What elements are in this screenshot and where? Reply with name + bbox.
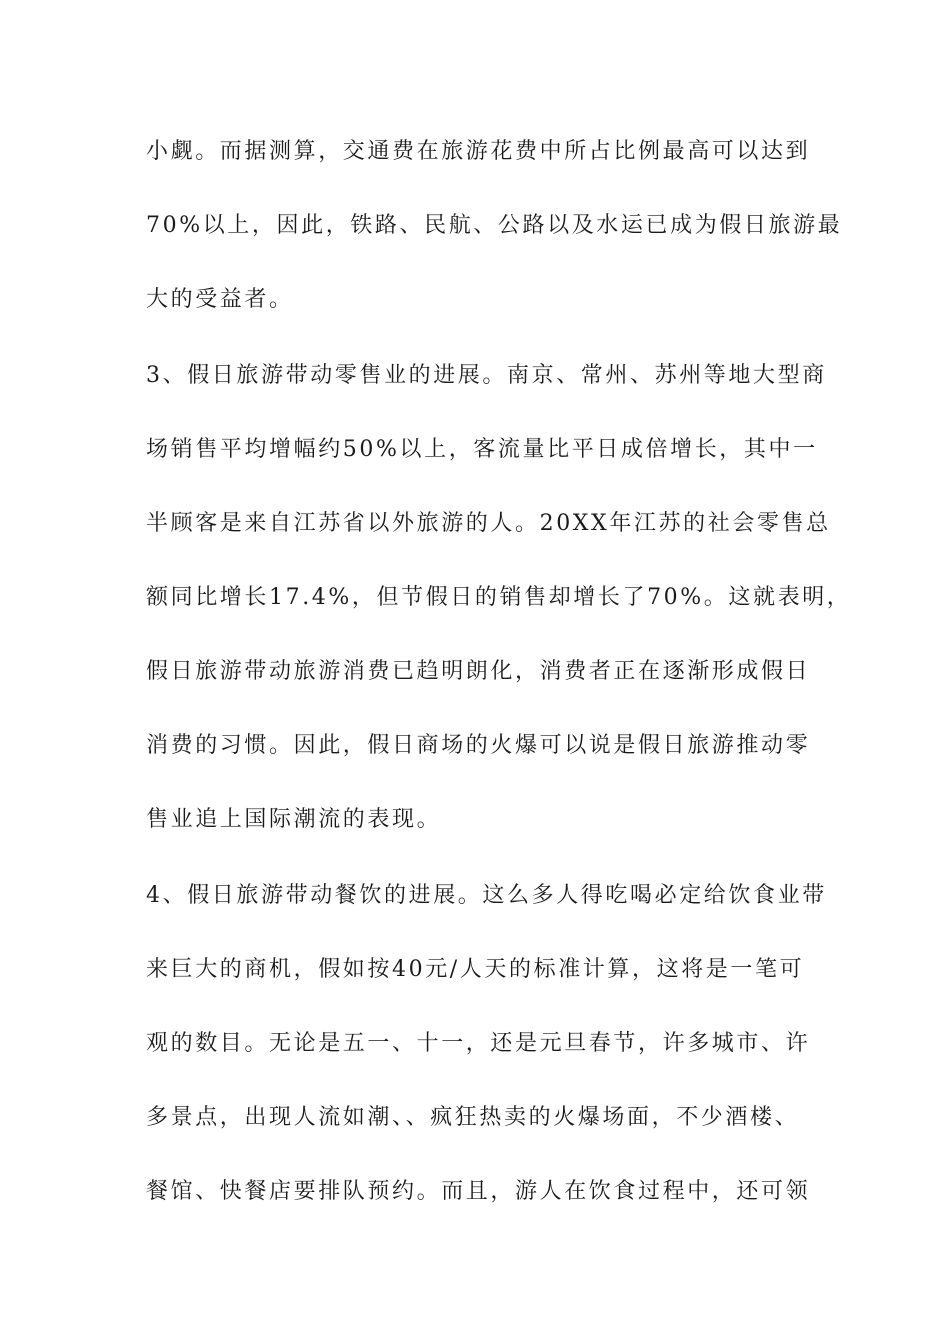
text-line: 半顾客是来自江苏省以外旅游的人。20XX年江苏的社会零售总: [146, 511, 831, 536]
text-line: 售业追上国际潮流的表现。: [146, 807, 442, 832]
text-line: 来巨大的商机，假如按40元/人天的标准计算，这将是一笔可: [146, 957, 805, 982]
text-line: 场销售平均增幅约50%以上，客流量比平日成倍增长，其中一: [146, 437, 818, 462]
text-line: 3、假日旅游带动零售业的进展。南京、常州、苏州等地大型商: [146, 363, 827, 388]
text-line: 额同比增长17.4%，但节假日的销售却增长了70%。这就表明，: [146, 585, 852, 610]
text-line: 假日旅游带动旅游消费已趋明朗化，消费者正在逐渐形成假日: [146, 659, 811, 684]
text-line: 小觑。而据测算，交通费在旅游花费中所占比例最高可以达到: [146, 139, 811, 164]
text-line: 大的受益者。: [146, 287, 294, 312]
text-line: 4、假日旅游带动餐饮的进展。这么多人得吃喝必定给饮食业带: [146, 883, 827, 908]
text-line: 观的数目。无论是五一、十一，还是元旦春节，许多城市、许: [146, 1031, 811, 1056]
text-line: 多景点，出现人流如潮、、疯狂热卖的火爆场面，不少酒楼、: [146, 1105, 800, 1130]
text-line: 餐馆、快餐店要排队预约。而且，游人在饮食过程中，还可领: [146, 1179, 811, 1204]
text-line: 70%以上，因此，铁路、民航、公路以及水运已成为假日旅游最: [146, 213, 843, 238]
text-line: 消费的习惯。因此，假日商场的火爆可以说是假日旅游推动零: [146, 733, 811, 758]
